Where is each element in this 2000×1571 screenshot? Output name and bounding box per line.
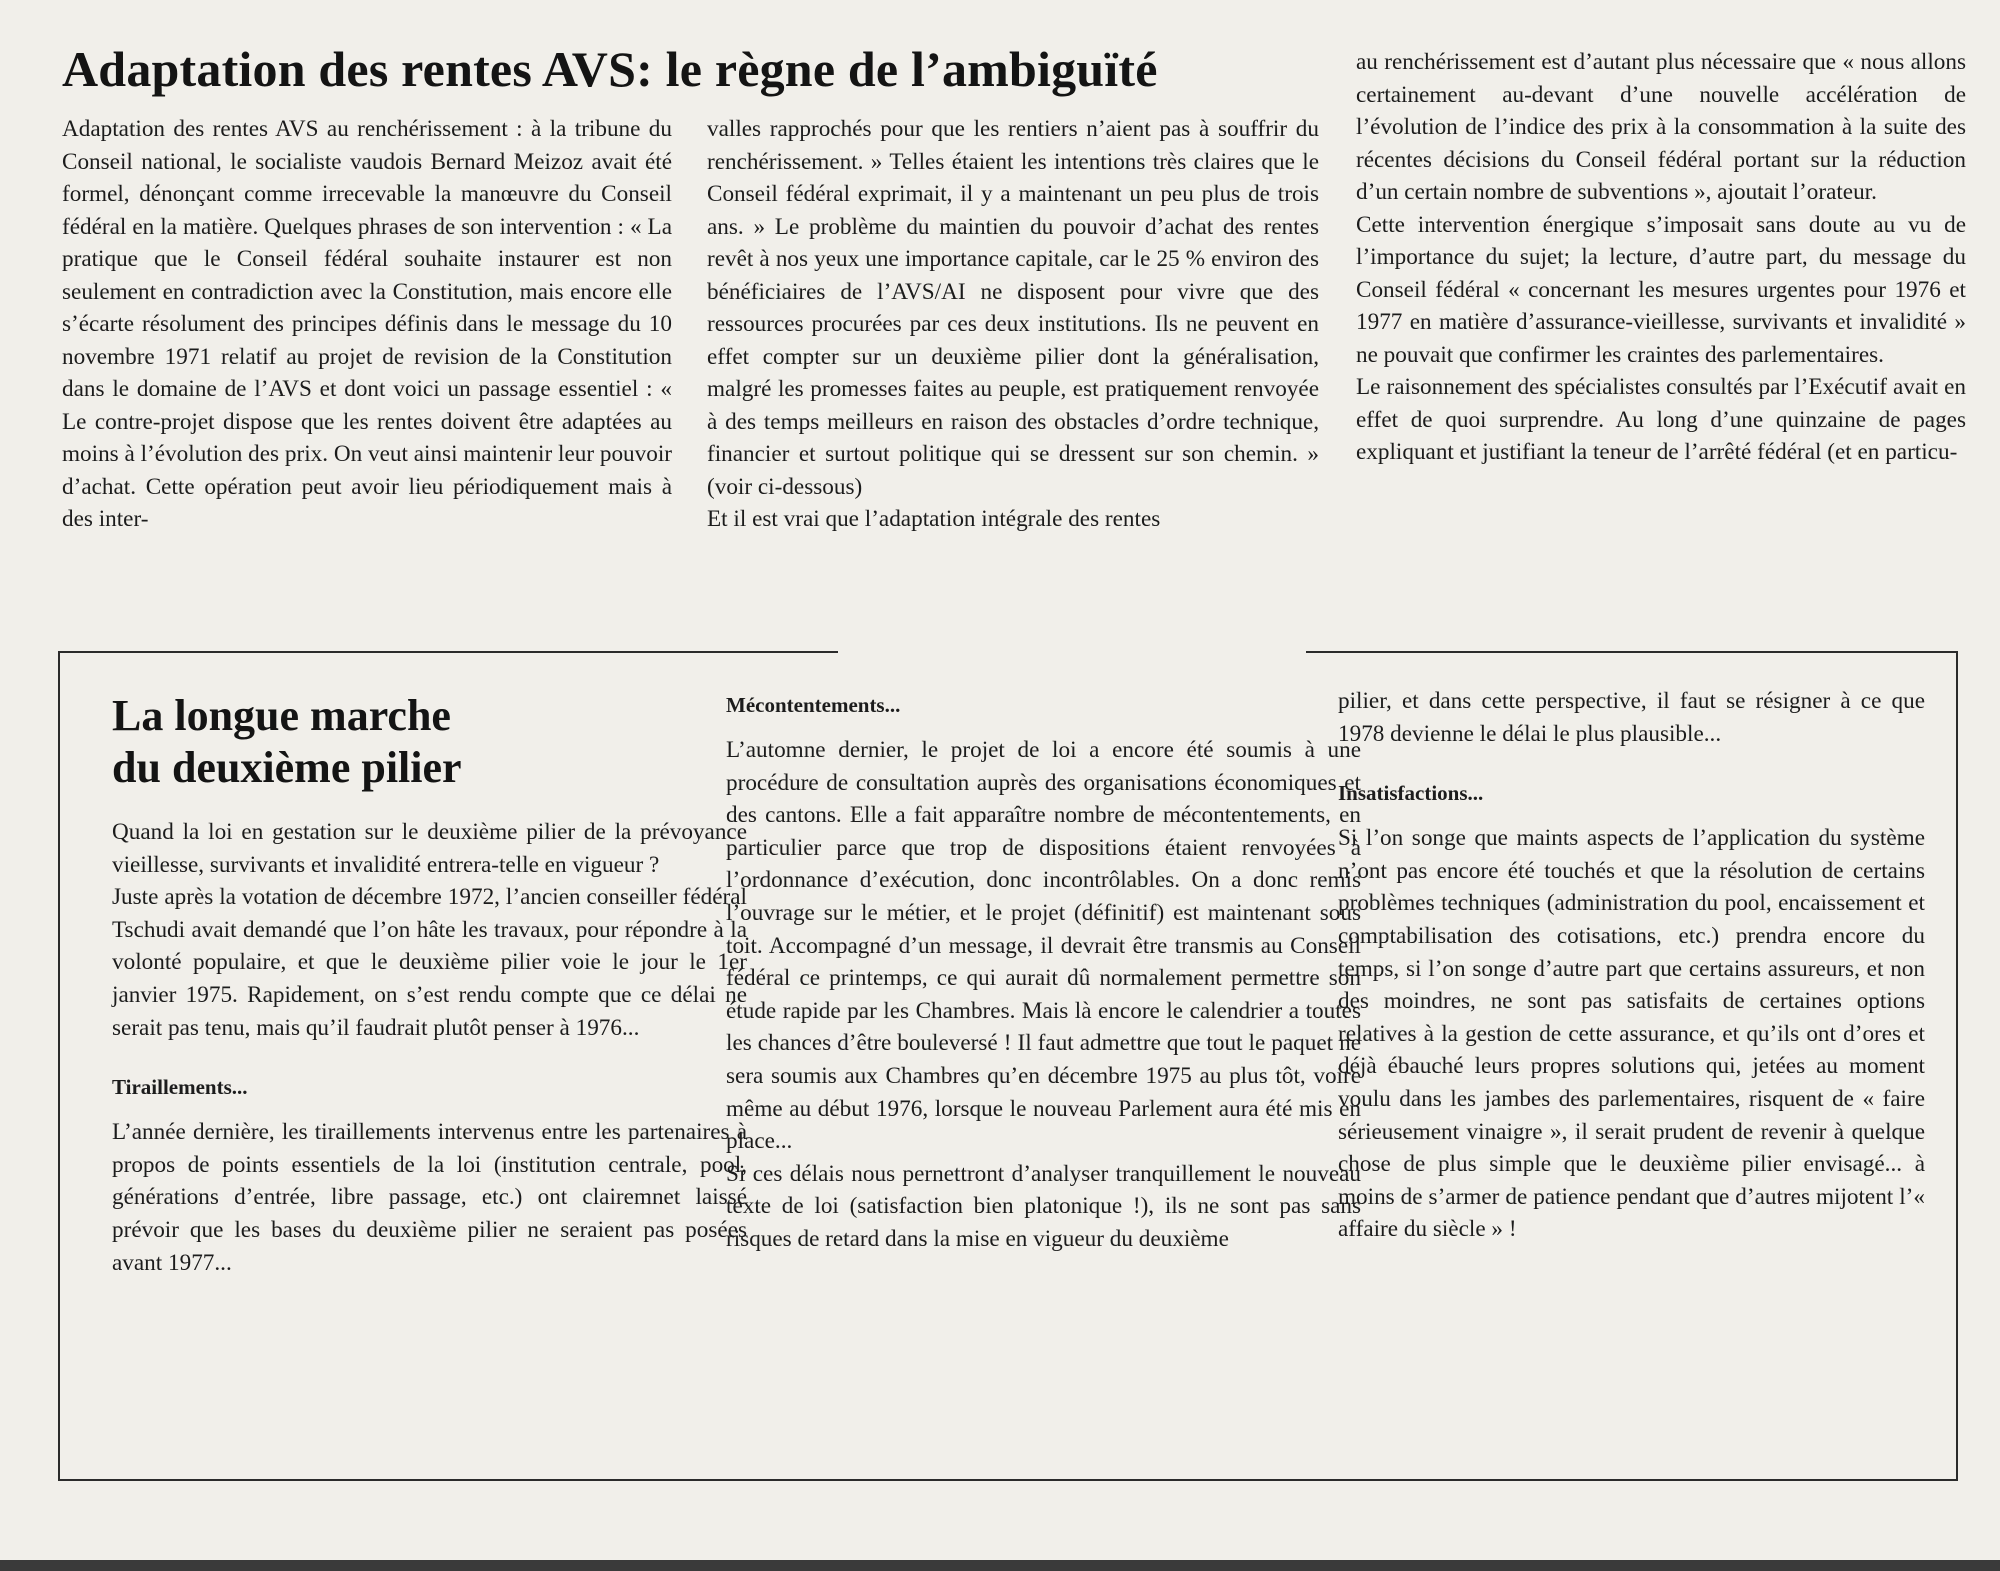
article-paragraph: Le raisonnement des spécialistes consultés par l’Exécutif avait en effet de quoi surprendre. Au long d’une quinzaine de pages expliquant et justifiant la teneur de l’arrêté fédéral (et en particu- <box>1356 374 1966 465</box>
box-column-2 <box>726 690 1361 1256</box>
article-column-3 <box>1356 46 1966 469</box>
article-paragraph: Adaptation des rentes AVS au renchérissement : à la tribune du Conseil national, le socialiste vaudois Bernard Meizoz avait été formel, dénonçant comme irrecevable la manœuvre du Conseil fédéral en la matière. Quelques phrases de son intervention : « La pratique que le Conseil fédéral souhaite instaurer est non seulement en contradiction avec la Constitution, mais encore elle s’écarte résolument des principes définis dans le message du 10 novembre 1971 relatif au projet de revision de la Constitution dans le domaine de l’AVS et dont voici un passage essentiel : « Le contre-projet dispose que les rentes doivent être adaptées au moins à l’évolution des prix. On veut ainsi maintenir leur pouvoir d’achat. Cette opération peut avoir lieu périodiquement mais à des inter- <box>62 116 672 532</box>
box-paragraph: Quand la loi en gestation sur le deuxième pilier de la prévoyance vieillesse, survivants et invalidité entrera-telle en vigueur ? <box>112 819 747 878</box>
box-title <box>112 690 747 794</box>
box-paragraph: Si ces délais nous pernettront d’analyser tranquillement le nouveau texte de loi (satisfaction bien platonique !), ils ne sont pas sans risques de retard dans la mise en vigueur du deuxième <box>726 1160 1361 1252</box>
subheading-insatisfactions: Insatisfactions... <box>1338 781 1484 806</box>
article-paragraph: Cette intervention énergique s’imposait sans doute au vu de l’importance du sujet; la lecture, d’autre part, du message du Conseil fédéral « concernant les mesures urgentes pour 1976 et 1977 en matière d’assurance-vieillesse, survivants et invalidité » ne pouvait que confirmer les craintes des parlementaires. <box>1356 211 1966 368</box>
article-paragraph: valles rapprochés pour que les rentiers n’aient pas à souffrir du renchérissement. » Telles étaient les intentions très claires que le Conseil fédéral exprimait, il y a maintenant un peu plus de trois ans. » Le problème du maintien du pouvoir d’achat des rentes revêt à nos yeux une importance capitale, car le 25 % environ des bénéficiaires de l’AVS/AI ne disposent pour vivre que des ressources procurées par ces deux institutions. Ils ne peuvent en effet compter sur un deuxième pilier dont la généralisation, malgré les promesses faites au peuple, est pratiquement renvoyée à des temps meilleurs en raison des obstacles d’ordre technique, financier et surtout politique qui se dressent sur son chemin. » (voir ci-dessous) <box>707 116 1319 500</box>
box-title-line-1: La longue marche <box>112 691 451 740</box>
sidebar-box <box>58 651 1958 1481</box>
box-column-3 <box>1338 685 1925 1246</box>
box-paragraph: Si l’on songe que maints aspects de l’application du système n’ont pas encore été touchés et que la résolution de certains problèmes techniques (administration du pool, encaissement et comptabilisation des cotisations, etc.) prendra encore du temps, si l’on songe d’autre part que certains assureurs, et non des moindres, ne sont pas satisfaits de certaines options relatives à la gestion de cette assurance, et qu’ils ont d’ores et déjà ébauché leurs propres solutions qui, jetées au moment voulu dans les jambes des parlementaires, risquent de « faire sérieusement vinaigre », il serait prudent de revenir à quelque chose de plus simple que le deuxième pilier envisagé... à moins de s’armer de patience pendant que d’autres mijotent l’« affaire du siècle » ! <box>1338 825 1925 1243</box>
box-border-gap <box>838 649 1306 657</box>
article-paragraph: Et il est vrai que l’adaptation intégrale des rentes <box>707 506 1161 532</box>
article-paragraph: au renchérissement est d’autant plus nécessaire que « nous allons certainement au-devant d’une nouvelle accélération de l’évolution de l’indice des prix à la consommation à la suite des récentes décisions du Conseil fédéral portant sur la réduction d’un certain nombre de subventions », ajoutait l’orateur. <box>1356 49 1966 205</box>
box-column-1 <box>112 690 747 1279</box>
subheading-mecontentements: Mécontentements... <box>726 693 901 717</box>
box-paragraph: Juste après la votation de décembre 1972, l’ancien conseiller fédéral Tschudi avait demandé que l’on hâte les travaux, pour répondre à la volonté populaire, et que le deuxième pilier voie le jour le 1er janvier 1975. Rapidement, on s’est rendu compte que ce délai ne serait pas tenu, mais qu’il faudrait plutôt penser à 1976... <box>112 884 747 1041</box>
article-column-2 <box>707 113 1319 536</box>
box-paragraph: L’année dernière, les tiraillements intervenus entre les partenaires à propos de points essentiels de la loi (institution centrale, pool, générations d’entrée, libre passage, etc.) ont clairemnet laissé prévoir que les bases du deuxième pilier ne seraient pas posées avant 1977... <box>112 1119 747 1276</box>
box-paragraph: L’automne dernier, le projet de loi a encore été soumis à une procédure de consultation auprès des organisations économiques et des cantons. Elle a fait apparaître nombre de mécontentements, en particulier parce que trop de dispositions étaient renvoyées à l’ordonnance d’exécution, donc incontrôlables. On a donc remis l’ouvrage sur le métier, et le projet (définitif) est maintenant sous toit. Accompagné d’un message, il devrait être transmis au Conseil fédéral ce printemps, ce qui aurait dû normalement permettre son étude rapide par les Chambres. Mais là encore le calendrier a toutes les chances d’être bouleversé ! Il faut admettre que tout le paquet ne sera soumis aux Chambres qu’en décembre 1975 au plus tôt, voire même au début 1976, lorsque le nouveau Parlement aura été mis en place... <box>726 737 1361 1155</box>
box-title-line-2: du deuxième pilier <box>112 743 462 792</box>
page-bottom-edge <box>0 1560 2000 1571</box>
article-headline: Adaptation des rentes AVS: le règne de l’ambiguïté <box>62 41 1158 97</box>
subheading-tiraillements: Tiraillements... <box>112 1075 248 1100</box>
article-column-1 <box>62 113 672 536</box>
box-paragraph: pilier, et dans cette perspective, il faut se résigner à ce que 1978 devienne le délai le plus plausible... <box>1338 688 1925 747</box>
